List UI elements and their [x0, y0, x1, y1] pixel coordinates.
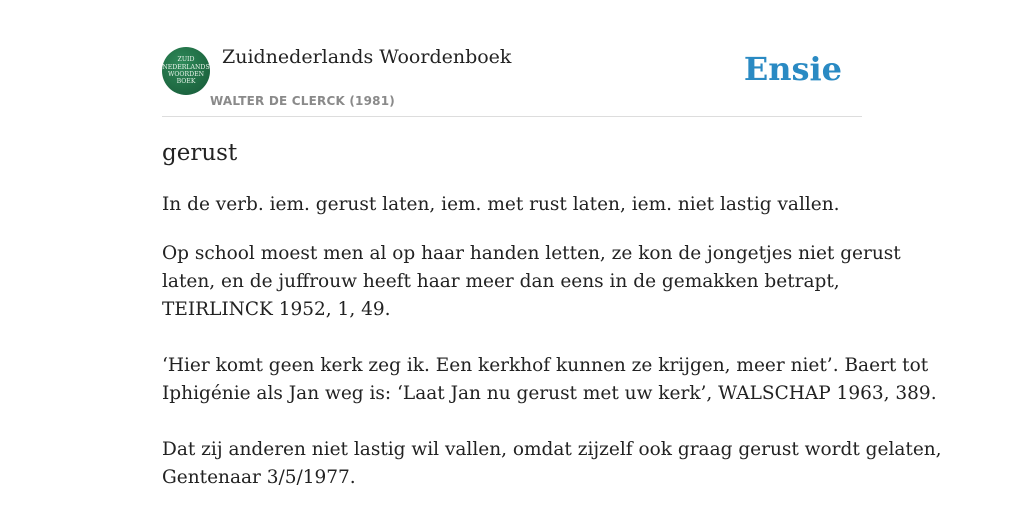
- quote-line: Gentenaar 3/5/1977.: [162, 467, 356, 488]
- entry-card: [162, 0, 942, 488]
- headword: gerust: [162, 140, 238, 166]
- citation-quote: [162, 352, 937, 408]
- ensie-logo[interactable]: Ensie: [743, 50, 842, 88]
- book-header: [162, 0, 862, 117]
- quote-line: ‘Hier komt geen kerk zeg ik. Een kerkhof kunnen ze krijgen, meer niet’. Baert tot: [162, 355, 929, 376]
- book-logo[interactable]: [162, 47, 210, 95]
- logo-line: ZUID: [177, 56, 195, 64]
- logo-line: WOORDEN: [167, 71, 205, 78]
- citation-quote: [162, 240, 901, 324]
- logo-line: NEDERLANDS: [162, 63, 210, 71]
- quote-line: TEIRLINCK 1952, 1, 49.: [162, 299, 391, 320]
- quote-line: Op school moest men al op haar handen letten, ze kon de jongetjes niet gerust: [162, 243, 901, 264]
- logo-line: BOEK: [176, 78, 196, 86]
- quote-line: Iphigénie als Jan weg is: ‘Laat Jan nu gerust met uw kerk’, WALSCHAP 1963, 389.: [162, 383, 937, 404]
- quote-line: Dat zij anderen niet lastig wil vallen, omdat zijzelf ook graag gerust wordt gelaten,: [162, 439, 942, 460]
- quote-line: laten, en de juffrouw heeft haar meer dan eens in de gemakken betrapt,: [162, 271, 840, 292]
- book-title[interactable]: Zuidnederlands Woordenboek: [222, 46, 512, 68]
- book-author: WALTER DE CLERCK (1981): [210, 94, 395, 108]
- definition: In de verb. iem. gerust laten, iem. met rust laten, iem. niet lastig vallen.: [162, 194, 840, 215]
- citation-quote: [162, 436, 942, 492]
